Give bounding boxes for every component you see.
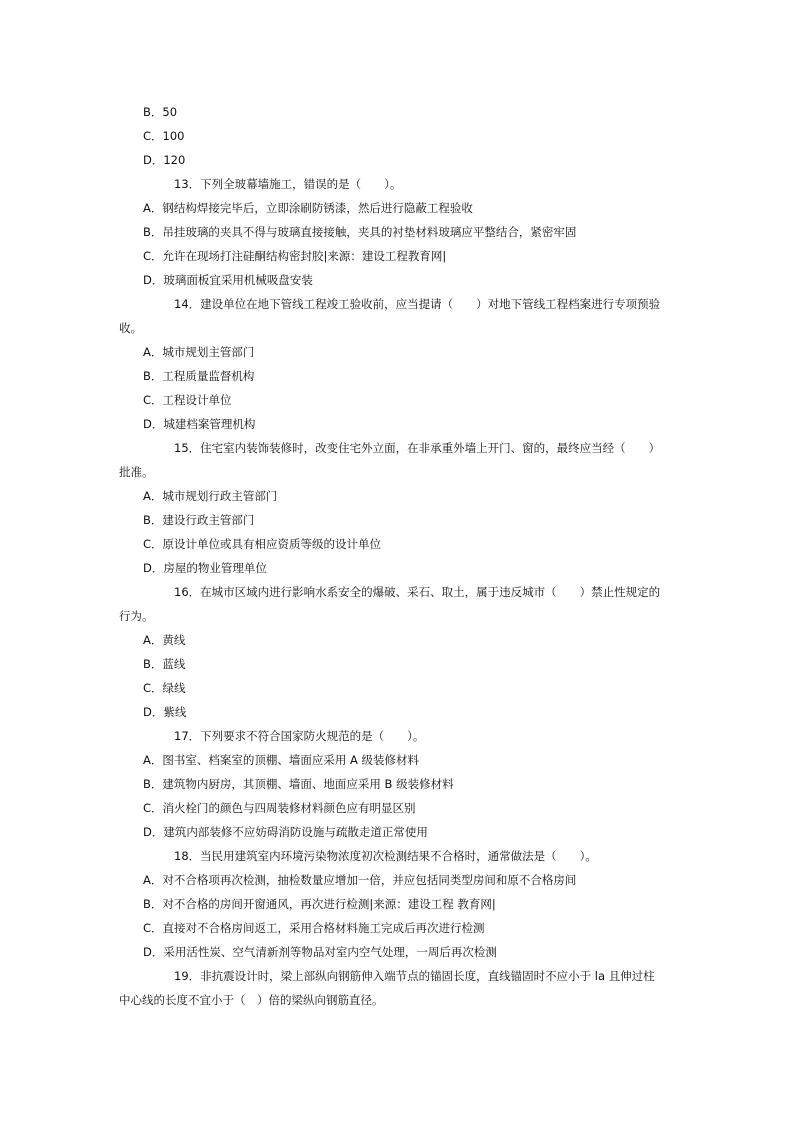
option-b: B．工程质量监督机构 xyxy=(143,369,255,383)
option-b: B．蓝线 xyxy=(143,657,186,671)
option-a: A．黄线 xyxy=(143,633,186,647)
option-c: C．消火栓门的颜色与四周装修材料颜色应有明显区别 xyxy=(143,801,416,815)
option-c: C．原设计单位或具有相应资质等级的设计单位 xyxy=(143,537,382,551)
option-b: B．建设行政主管部门 xyxy=(143,513,255,527)
option-c: C．绿线 xyxy=(143,681,186,695)
question-19: 19．非抗震设计时，梁上部纵向钢筋伸入端节点的锚固长度，直线锚固时不应小于 la 且伸过柱 xyxy=(174,969,655,983)
question-19-continuation: 中心线的长度不宜小于（ ）倍的梁纵向钢筋直径。 xyxy=(119,993,384,1007)
question-16: 16．在城市区域内进行影响水系安全的爆破、采石、取土，属于违反城市（ ）禁止性规定的 xyxy=(174,585,661,599)
option-d: D．玻璃面板宜采用机械吸盘安装 xyxy=(143,273,313,287)
option-c: C．100 xyxy=(143,129,185,143)
option-d: D．紫线 xyxy=(143,705,187,719)
option-d: D．120 xyxy=(143,153,186,167)
question-16-continuation: 行为。 xyxy=(119,609,154,623)
option-d: D．城建档案管理机构 xyxy=(143,417,256,431)
option-a: A．对不合格项再次检测，抽检数量应增加一倍，并应包括同类型房间和原不合格房间 xyxy=(143,873,577,887)
option-d: D．建筑内部装修不应妨碍消防设施与疏散走道正常使用 xyxy=(143,825,428,839)
option-c: C．工程设计单位 xyxy=(143,393,232,407)
question-18: 18．当民用建筑室内环境污染物浓度初次检测结果不合格时，通常做法是（ ）。 xyxy=(174,849,597,863)
option-d: D．采用活性炭、空气清新剂等物品对室内空气处理，一周后再次检测 xyxy=(143,945,497,959)
option-a: A．图书室、档案室的顶棚、墙面应采用 A 级装修材料 xyxy=(143,753,420,767)
option-d: D．房屋的物业管理单位 xyxy=(143,561,267,575)
option-c: C．允许在现场打注硅酮结构密封胶|来源：建设工程教育网| xyxy=(143,249,447,263)
question-13: 13．下列全玻幕墙施工，错误的是（ ）。 xyxy=(174,177,402,191)
option-a: A．城市规划主管部门 xyxy=(143,345,255,359)
question-14-continuation: 收。 xyxy=(119,321,142,335)
option-c: C．直接对不合格房间返工，采用合格材料施工完成后再次进行检测 xyxy=(143,921,485,935)
option-b: B．建筑物内厨房，其顶棚、墙面、地面应采用 B 级装修材料 xyxy=(143,777,454,791)
option-b: B．50 xyxy=(143,105,178,119)
question-15-continuation: 批准。 xyxy=(119,465,154,479)
question-17: 17．下列要求不符合国家防火规范的是（ ）。 xyxy=(174,729,425,743)
option-a: A．钢结构焊接完毕后，立即涂刷防锈漆，然后进行隐蔽工程验收 xyxy=(143,201,473,215)
question-14: 14．建设单位在地下管线工程竣工验收前，应当提请（ ）对地下管线工程档案进行专项预验 xyxy=(174,297,661,311)
option-b: B．对不合格的房间开窗通风，再次进行检测|来源：建设工程 教育网| xyxy=(143,897,496,911)
option-b: B．吊挂玻璃的夹具不得与玻璃直接接触，夹具的衬垫材料玻璃应平整结合，紧密牢固 xyxy=(143,225,577,239)
option-a: A．城市规划行政主管部门 xyxy=(143,489,278,503)
question-15: 15．住宅室内装饰装修时，改变住宅外立面，在非承重外墙上开门、窗的，最终应当经（ ） xyxy=(174,441,661,455)
